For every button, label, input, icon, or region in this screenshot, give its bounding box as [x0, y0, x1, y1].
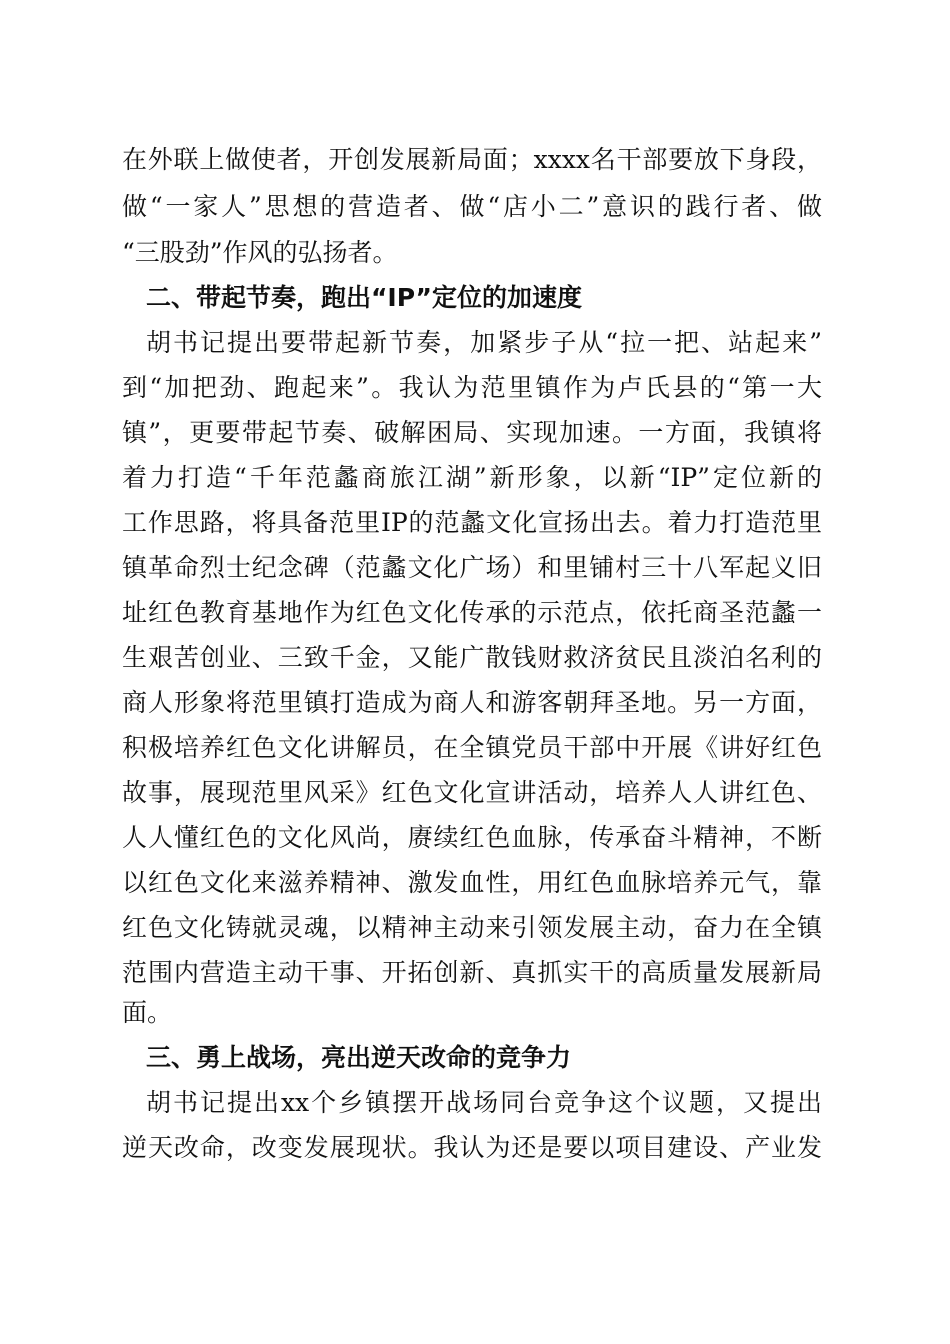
text-line: 红色文化铸就灵魂，以精神主动来引领发展主动，奋力在全镇	[122, 913, 822, 942]
text-line: 人人懂红色的文化风尚，赓续红色血脉，传承奋斗精神，不断	[122, 823, 822, 852]
text-line: “三股劲”作风的弘扬者。	[122, 238, 398, 267]
text-line: 镇革命烈士纪念碑（范蠡文化广场）和里铺村三十八军起义旧	[122, 553, 822, 582]
text-line: 做“一家人”思想的营造者、做“店小二”意识的践行者、做	[122, 192, 822, 221]
text-line: 以红色文化来滋养精神、激发血性，用红色血脉培养元气，靠	[122, 868, 822, 897]
text-line: 商人形象将范里镇打造成为商人和游客朝拜圣地。另一方面，	[122, 688, 822, 717]
text-line: 址红色教育基地作为红色文化传承的示范点，依托商圣范蠡一	[122, 598, 822, 627]
text-line: 范围内营造主动干事、开拓创新、真抓实干的高质量发展新局	[122, 958, 822, 987]
text-line: 在外联上做使者，开创发展新局面；xxxx名干部要放下身段，	[122, 145, 822, 174]
text-line: 胡书记提出要带起新节奏，加紧步子从“拉一把、站起来”	[146, 328, 822, 357]
text-line: 故事，展现范里风采》红色文化宣讲活动，培养人人讲红色、	[122, 778, 822, 807]
text-line: 工作思路，将具备范里IP的范蠡文化宣扬出去。着力打造范里	[122, 508, 822, 537]
section-heading: 二、带起节奏，跑出“IP”定位的加速度	[146, 283, 582, 312]
text-line: 逆天改命，改变发展现状。我认为还是要以项目建设、产业发	[122, 1133, 822, 1162]
text-line: 着力打造“千年范蠡商旅江湖”新形象，以新“IP”定位新的	[122, 463, 822, 492]
text-line: 到“加把劲、跑起来”。我认为范里镇作为卢氏县的“第一大	[122, 373, 822, 402]
text-line: 镇”，更要带起节奏、破解困局、实现加速。一方面，我镇将	[122, 418, 822, 447]
text-line: 积极培养红色文化讲解员，在全镇党员干部中开展《讲好红色	[122, 733, 822, 762]
text-line: 胡书记提出xx个乡镇摆开战场同台竞争这个议题，又提出	[146, 1088, 822, 1117]
section-heading: 三、勇上战场，亮出逆天改命的竞争力	[146, 1043, 572, 1072]
text-line: 面。	[122, 998, 173, 1027]
text-line: 生艰苦创业、三致千金，又能广散钱财救济贫民且淡泊名利的	[122, 643, 822, 672]
